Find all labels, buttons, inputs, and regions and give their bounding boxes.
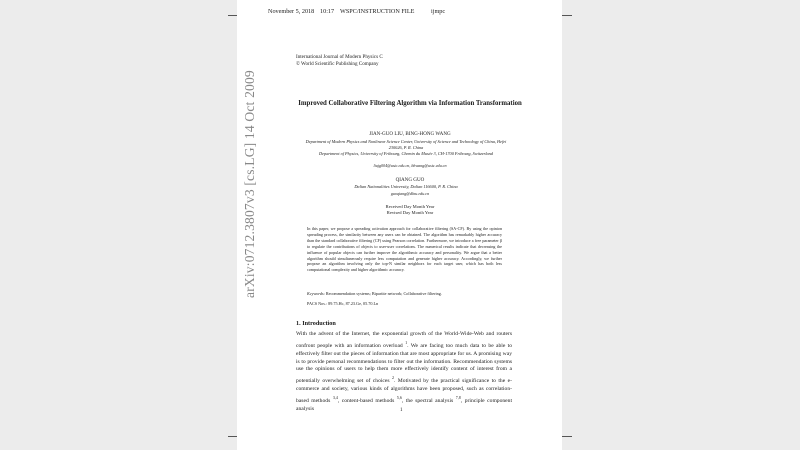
citation: 5,6 bbox=[396, 395, 402, 401]
journal-publisher: © World Scientific Publishing Company bbox=[296, 61, 379, 67]
citation: 1 bbox=[405, 339, 408, 345]
author-emails-1: liujg004@ustc.edu.cn, bhwang@ustc.edu.cn bbox=[373, 163, 447, 168]
intro-text: . We are facing too much data to be able to effectively filter out the pieces of information that are most appropriate for us. A promising way is to provide personal recommendations to filter out the information. Recommendation systems use the opinions of users to help them more effectively identify content of interest from a potentially overwhelming set of choices bbox=[296, 342, 513, 385]
intro-text: , principle component analysis bbox=[296, 397, 513, 412]
affiliation-1: Department of Modern Physics and Nonlinear Science Center, University of Science and Technology of China, Hefei 230026, P. R. China bbox=[305, 139, 507, 150]
affiliation-2: Department of Physics, University of Fribourg, Chemin du Musée 3, CH-1700 Fribourg, Switzerland bbox=[319, 151, 493, 156]
received-date: Received Day Month Year bbox=[385, 204, 435, 209]
section-heading: 1. Introduction bbox=[296, 320, 336, 327]
journal-name: International Journal of Modern Physics C bbox=[296, 54, 383, 60]
affiliation-3: Dalian Nationalities University, Dalian 116600, P. R. China bbox=[354, 184, 458, 189]
header-time: 10:17 bbox=[320, 8, 335, 15]
keywords: Keywords: Recommendation systems; Bipartite network; Collaborative filtering. bbox=[307, 291, 442, 296]
keywords-text: Recommendation systems; Bipartite network; Collaborative filtering. bbox=[325, 291, 442, 296]
journal-info bbox=[296, 54, 383, 68]
citation: 2 bbox=[391, 375, 394, 381]
abstract: In this paper, we propose a spreading activation approach for collaborative filtering (SA-CF). By using the opinion spreading process, the similarity between any users can be obtained. The algorithm has remarkably higher accuracy than the standard collaborative filtering (CF) using Pearson correlation. Furthermore, we introduce a free parameter β to regulate the contributions of objects to user-user correlations. The numerical results indicate that decreasing the influence of popular objects can further improve the algorithmic accuracy and personality. We argue that a better algorithm should simultaneously require less computation and generate higher accuracy. Accordingly, we further propose an algorithm involving only the top-N similar neighbors for each target user, which has both less computational complexity and higher algorithmic accuracy. bbox=[307, 226, 502, 273]
arxiv-stamp: arXiv:0712.3807v3 [cs.LG] 14 Oct 2009 bbox=[242, 70, 257, 298]
keywords-label: Keywords bbox=[307, 291, 324, 296]
pacs-numbers: PACS Nos.: 89.75.Hc, 87.23.Ge, 05.70.Ln bbox=[307, 301, 379, 306]
paper-title: Improved Collaborative Filtering Algorithm via Information Transformation bbox=[298, 100, 522, 107]
intro-text: With the advent of the Internet, the exponential growth of the World-Wide-Web and routers confront people with an information overload bbox=[296, 331, 512, 349]
header-file-name: ijmpc bbox=[431, 8, 446, 15]
author-list-2: QIANG GUO bbox=[395, 177, 425, 183]
citation: 7,8 bbox=[455, 395, 461, 401]
intro-text: . Motivated by the practical significance to the e-commerce and society, various kinds of algorithms have been proposed, such as correlation-based methods bbox=[296, 378, 512, 404]
header-date: November 5, 2018 bbox=[268, 8, 315, 15]
citation: 3,4 bbox=[332, 395, 338, 401]
header-style-file: WSPC/INSTRUCTION FILE bbox=[340, 8, 415, 15]
intro-text: , content-based methods bbox=[337, 397, 395, 404]
author-email-2: guoqiang@dlnu.edu.cn bbox=[390, 191, 430, 196]
revised-date: Revised Day Month Year bbox=[386, 210, 434, 215]
author-list-1: JIAN-GUO LIU, BING-HONG WANG bbox=[369, 131, 451, 137]
page-number: 1 bbox=[400, 408, 403, 413]
intro-text: , the spectral analysis bbox=[401, 397, 454, 404]
intro-paragraph bbox=[296, 331, 512, 414]
